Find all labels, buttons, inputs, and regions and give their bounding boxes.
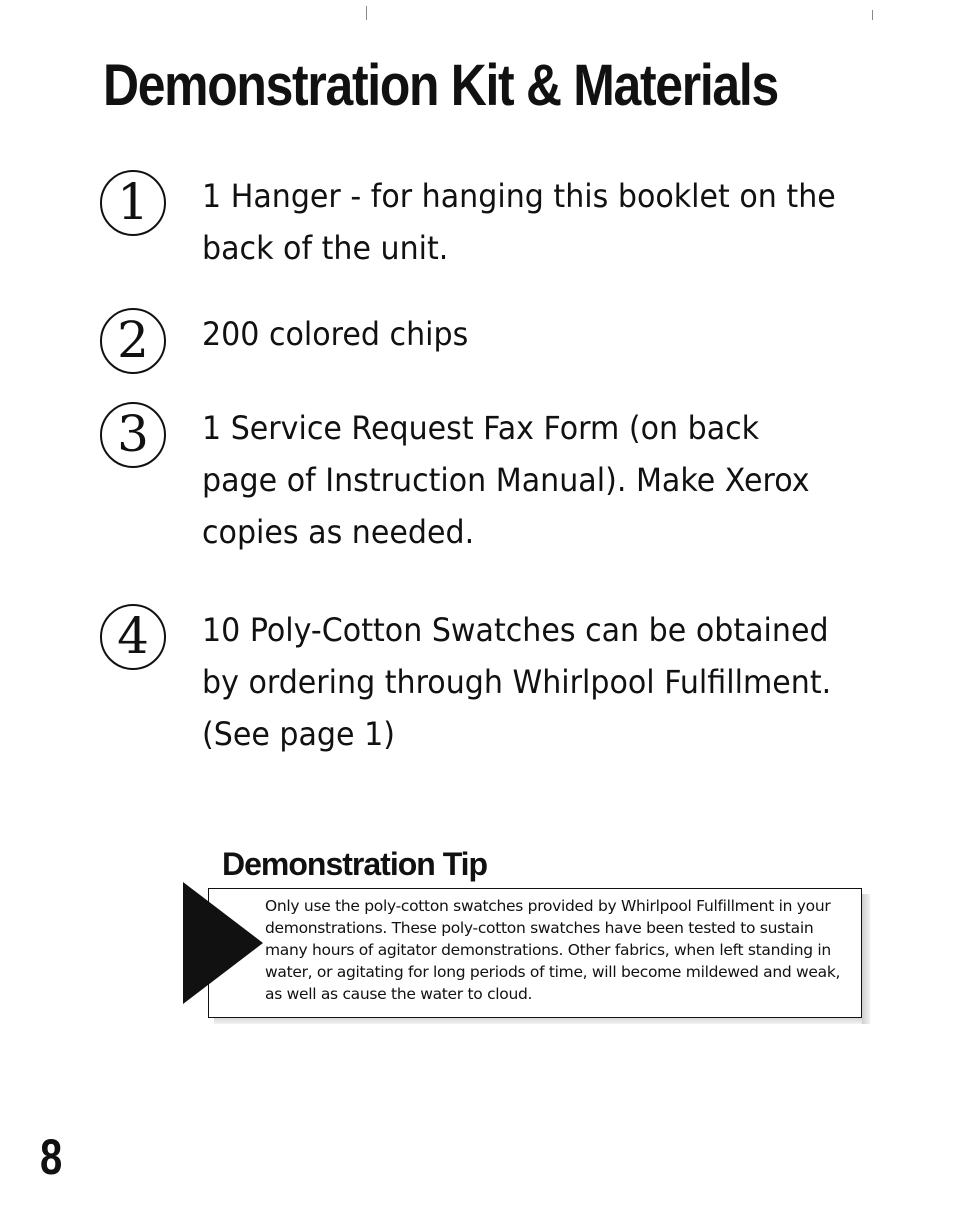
list-item-text: 1 Service Request Fax Form (on back page of Instruction Manual). Make Xerox copies as needed. <box>202 409 810 551</box>
page-number: 8 <box>40 1129 63 1185</box>
list-item-text: 1 Hanger - for hanging this booklet on the back of the unit. <box>202 177 836 267</box>
tip-box <box>208 888 862 1018</box>
list-item-text: 10 Poly-Cotton Swatches can be obtained by ordering through Whirlpool Fulfillment. (See page 1) <box>202 611 832 753</box>
play-triangle-icon <box>183 882 263 1004</box>
circled-number-3: 3 <box>100 402 166 468</box>
circled-number-1: 1 <box>100 170 166 236</box>
circled-number-2: 2 <box>100 308 166 374</box>
crop-mark-left <box>366 6 367 20</box>
page-title: Demonstration Kit & Materials <box>103 53 778 118</box>
tip-body: Only use the poly-cotton swatches provided by Whirlpool Fulfillment in your demonstrations. These poly-cotton swatches have been tested to sustain many hours of agitator demonstrations. Other fabrics, when left standing in water, or agitating for long periods of time, will become mildewed and weak, as well as cause the water to cloud. <box>265 897 841 1003</box>
list-item-text: 200 colored chips <box>202 315 469 353</box>
tip-heading: Demonstration Tip <box>222 846 488 882</box>
crop-mark-right <box>872 10 873 20</box>
tip-box-shadow-right <box>862 894 870 1024</box>
circled-number-4: 4 <box>100 604 166 670</box>
